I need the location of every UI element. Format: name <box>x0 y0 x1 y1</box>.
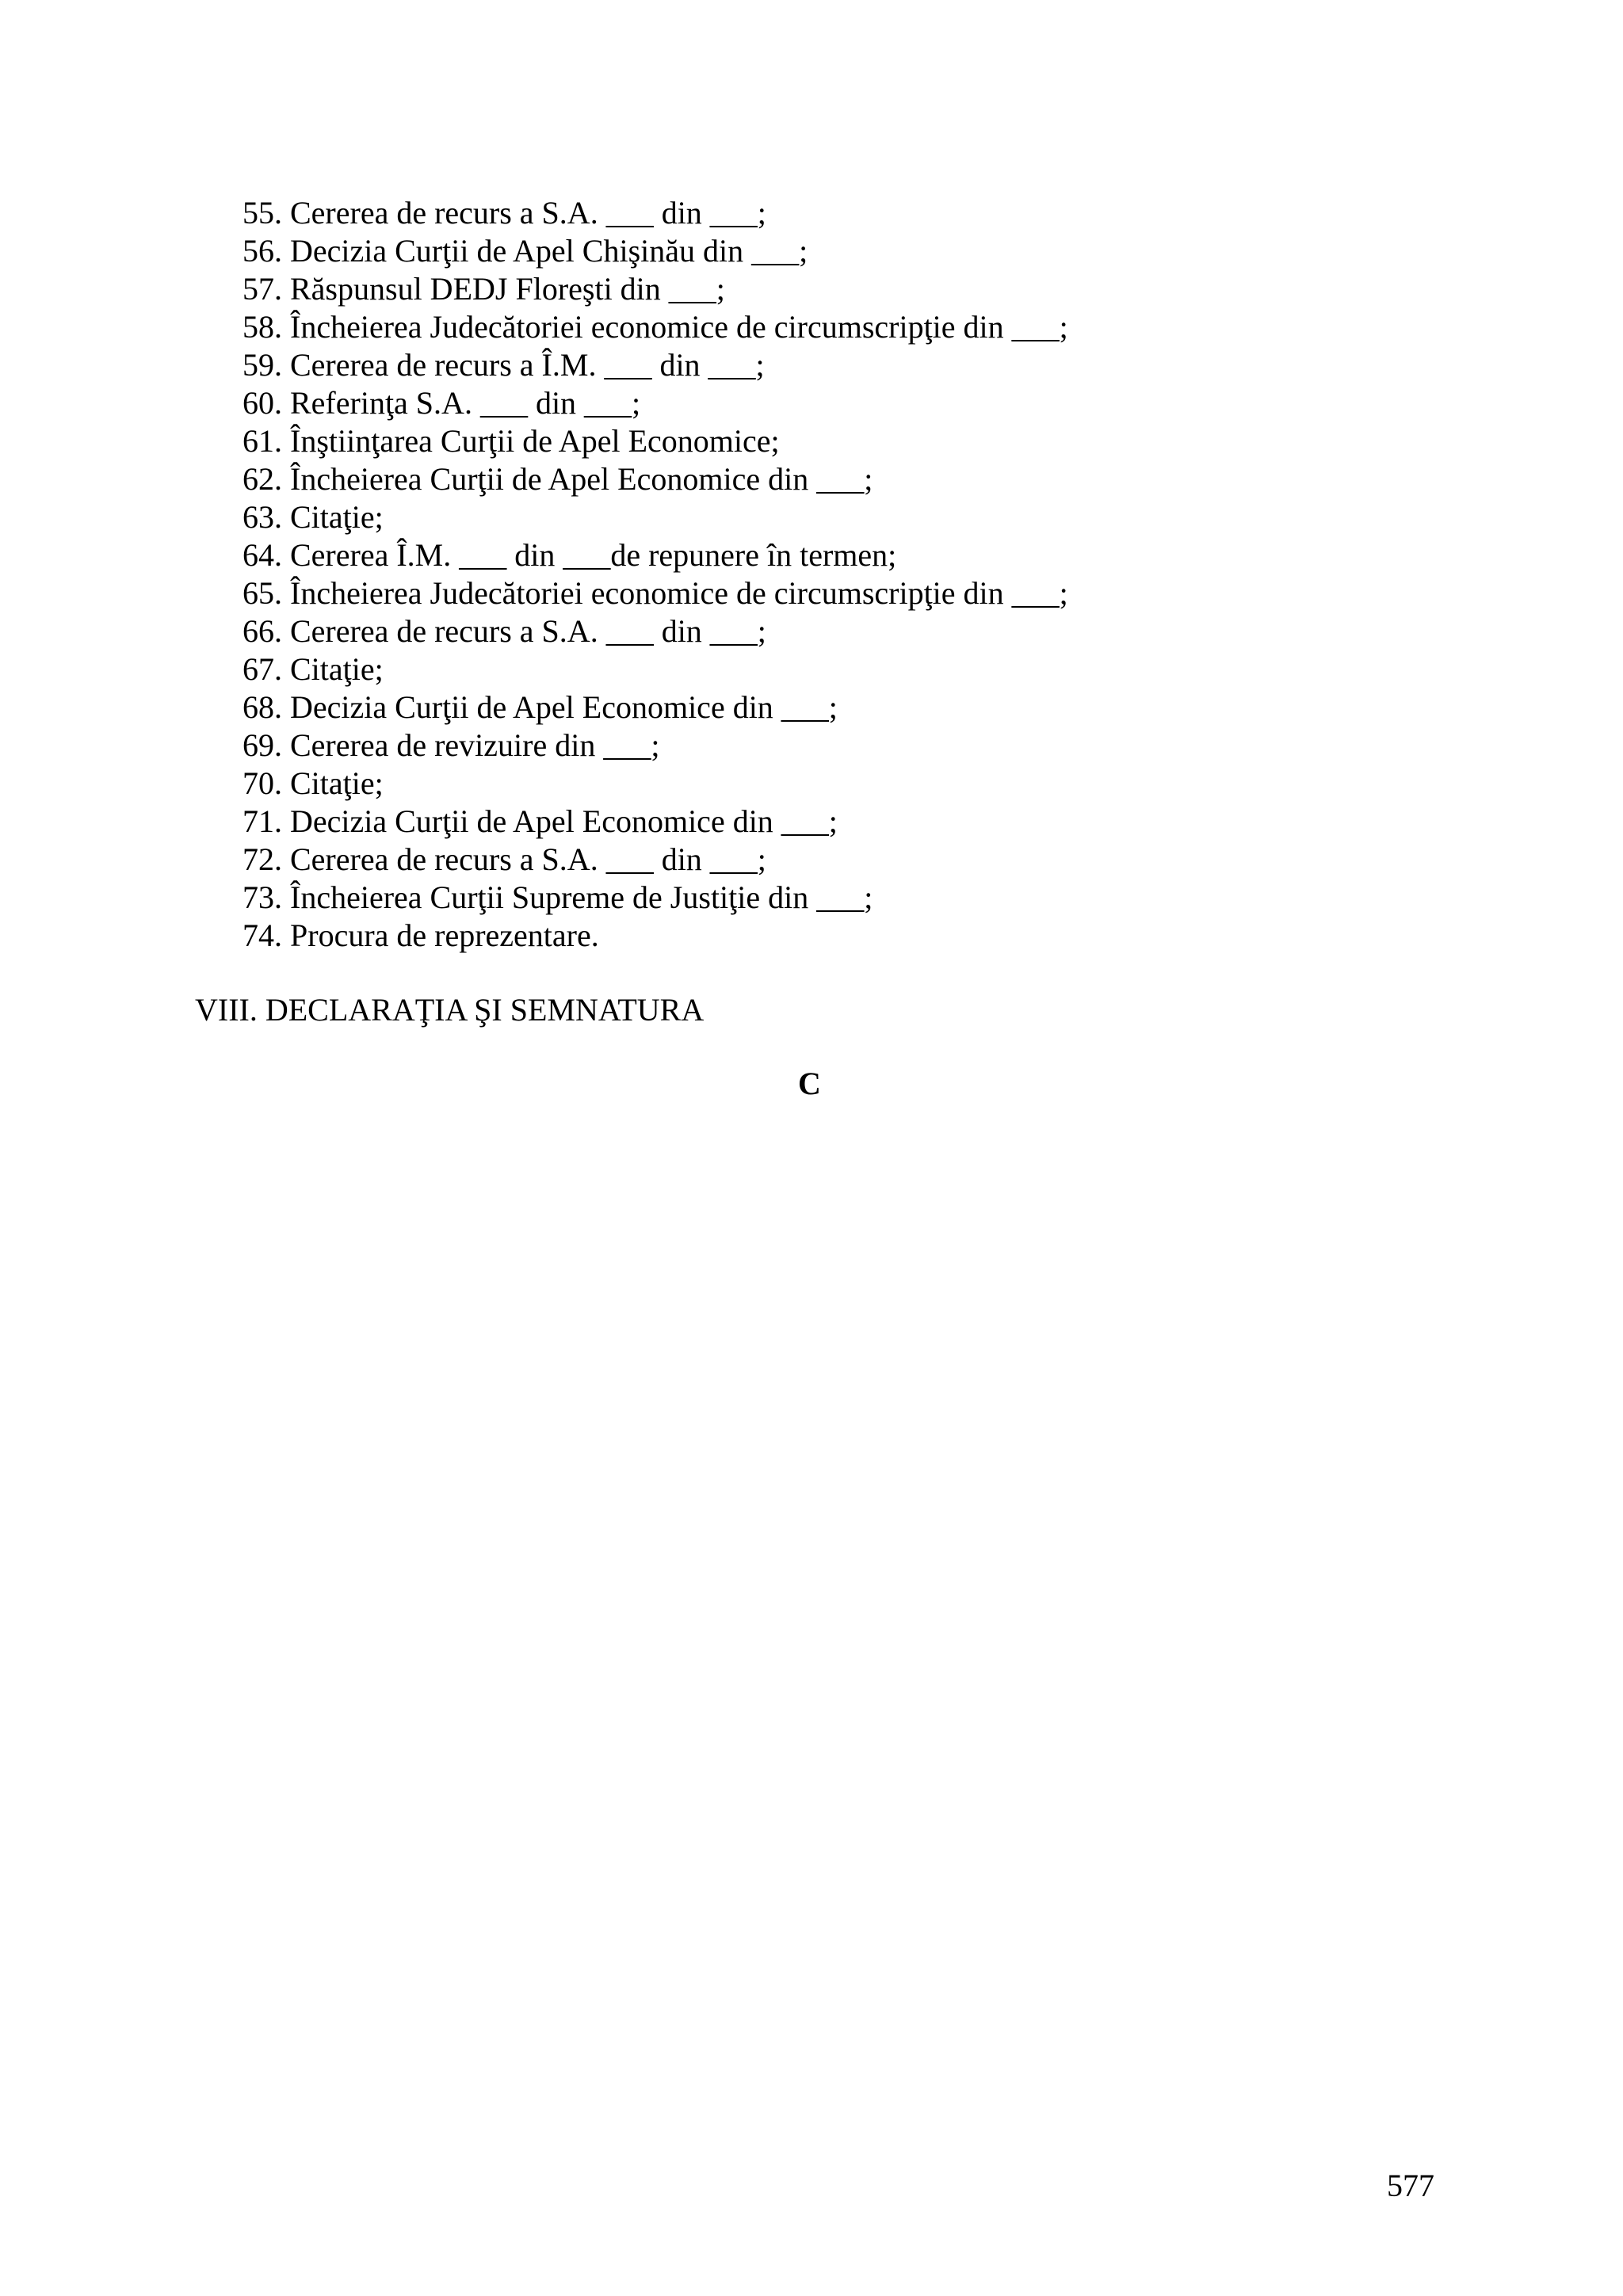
list-item: 60. Referinţa S.A. ___ din ___; <box>242 385 641 421</box>
list-item: 55. Cererea de recurs a S.A. ___ din ___; <box>242 195 766 231</box>
list-item: 58. Încheierea Judecătoriei economice de circumscripţie din ___; <box>242 309 1068 345</box>
list-item: 70. Citaţie; <box>242 765 384 801</box>
list-item: 68. Decizia Curţii de Apel Economice din ___; <box>242 689 838 725</box>
list-item: 67. Citaţie; <box>242 651 384 687</box>
list-item: 73. Încheierea Curţii Supreme de Justiţie din ___; <box>242 879 873 915</box>
list-item: 63. Citaţie; <box>242 499 384 535</box>
list-item: 62. Încheierea Curţii de Apel Economice din ___; <box>242 461 873 497</box>
list-item: 66. Cererea de recurs a S.A. ___ din ___; <box>242 613 766 649</box>
list-item: 65. Încheierea Judecătoriei economice de circumscripţie din ___; <box>242 575 1068 611</box>
page-number: 577 <box>1387 2168 1434 2203</box>
list-item: 74. Procura de reprezentare. <box>242 917 599 953</box>
list-item: 56. Decizia Curţii de Apel Chişinău din ___; <box>242 233 808 269</box>
section-heading: VIII. DECLARAŢIA ŞI SEMNATURA <box>195 992 705 1028</box>
list-item: 59. Cererea de recurs a Î.M. ___ din ___; <box>242 347 765 383</box>
list-item: 61. Înştiinţarea Curţii de Apel Economice; <box>242 423 780 459</box>
section-letter: C <box>798 1066 821 1101</box>
list-item: 57. Răspunsul DEDJ Floreşti din ___; <box>242 271 725 307</box>
list-item: 64. Cererea Î.M. ___ din ___de repunere în termen; <box>242 537 897 573</box>
document-item-list <box>242 194 1068 955</box>
list-item: 72. Cererea de recurs a S.A. ___ din ___; <box>242 841 766 877</box>
list-item: 71. Decizia Curţii de Apel Economice din ___; <box>242 803 838 839</box>
list-item: 69. Cererea de revizuire din ___; <box>242 727 660 763</box>
